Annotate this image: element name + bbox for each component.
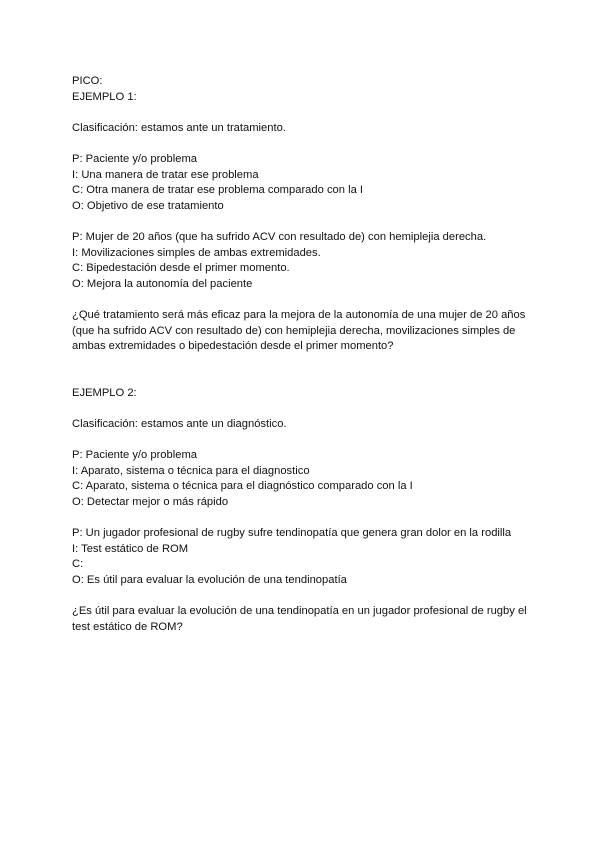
pregunta-line: ¿Es útil para evaluar la evolución de una tendinopatía en un jugador profesional de rugby el bbox=[72, 605, 527, 618]
spacer bbox=[72, 401, 532, 417]
pregunta-line: (que ha sufrido ACV con resultado de) con hemiplejia derecha, movilizaciones simples de bbox=[72, 324, 516, 337]
ejemplo-1-definitions bbox=[72, 152, 532, 214]
example-i: I: Movilizaciones simples de ambas extremidades. bbox=[72, 246, 321, 259]
example-p: P: Mujer de 20 años (que ha sufrido ACV con resultado de) con hemiplejia derecha. bbox=[72, 230, 487, 243]
spacer bbox=[72, 214, 532, 230]
document-content bbox=[72, 74, 532, 635]
ejemplo-2-example bbox=[72, 526, 532, 588]
ejemplo-2-definitions bbox=[72, 448, 532, 510]
def-o: O: Objetivo de ese tratamiento bbox=[72, 199, 224, 212]
ejemplo-1-pregunta bbox=[72, 308, 532, 355]
example-p: P: Un jugador profesional de rugby sufre tendinopatía que genera gran dolor en la rodilla bbox=[72, 527, 512, 540]
spacer bbox=[72, 589, 532, 605]
def-i: I: Aparato, sistema o técnica para el diagnostico bbox=[72, 464, 310, 477]
example-i: I: Test estático de ROM bbox=[72, 542, 189, 555]
example-o: O: Es útil para evaluar la evolución de una tendinopatía bbox=[72, 574, 347, 586]
example-c: C: Bipedestación desde el primer momento. bbox=[72, 262, 290, 275]
pregunta-line: ambas extremidades o bipedestación desde el primer momento? bbox=[72, 340, 394, 353]
def-p: P: Paciente y/o problema bbox=[72, 152, 197, 165]
ejemplo-1-heading: EJEMPLO 1: bbox=[72, 90, 137, 103]
spacer bbox=[72, 292, 532, 308]
ejemplo-2-clasificacion: Clasificación: estamos ante un diagnóstico. bbox=[72, 418, 287, 431]
ejemplo-1-clasificacion: Clasificación: estamos ante un tratamiento. bbox=[72, 121, 286, 134]
def-i: I: Una manera de tratar ese problema bbox=[72, 168, 259, 181]
spacer bbox=[72, 355, 532, 386]
pico-heading: PICO: bbox=[72, 75, 103, 87]
spacer bbox=[72, 433, 532, 449]
def-p: P: Paciente y/o problema bbox=[72, 449, 197, 462]
example-o: O: Mejora la autonomía del paciente bbox=[72, 277, 253, 290]
ejemplo-2-heading: EJEMPLO 2: bbox=[72, 386, 137, 399]
spacer bbox=[72, 511, 532, 527]
def-o: O: Detectar mejor o más rápido bbox=[72, 496, 229, 509]
def-c: C: Aparato, sistema o técnica para el diagnóstico comparado con la I bbox=[72, 480, 413, 493]
pregunta-line: test estático de ROM? bbox=[72, 620, 183, 633]
example-c: C: bbox=[72, 558, 84, 571]
spacer bbox=[72, 136, 532, 152]
pregunta-line: ¿Qué tratamiento será más eficaz para la mejora de la autonomía de una mujer de 20 años bbox=[72, 308, 526, 321]
def-c: C: Otra manera de tratar ese problema comparado con la I bbox=[72, 184, 364, 197]
spacer bbox=[72, 105, 532, 121]
ejemplo-2-pregunta bbox=[72, 604, 532, 635]
ejemplo-1-example bbox=[72, 230, 532, 292]
